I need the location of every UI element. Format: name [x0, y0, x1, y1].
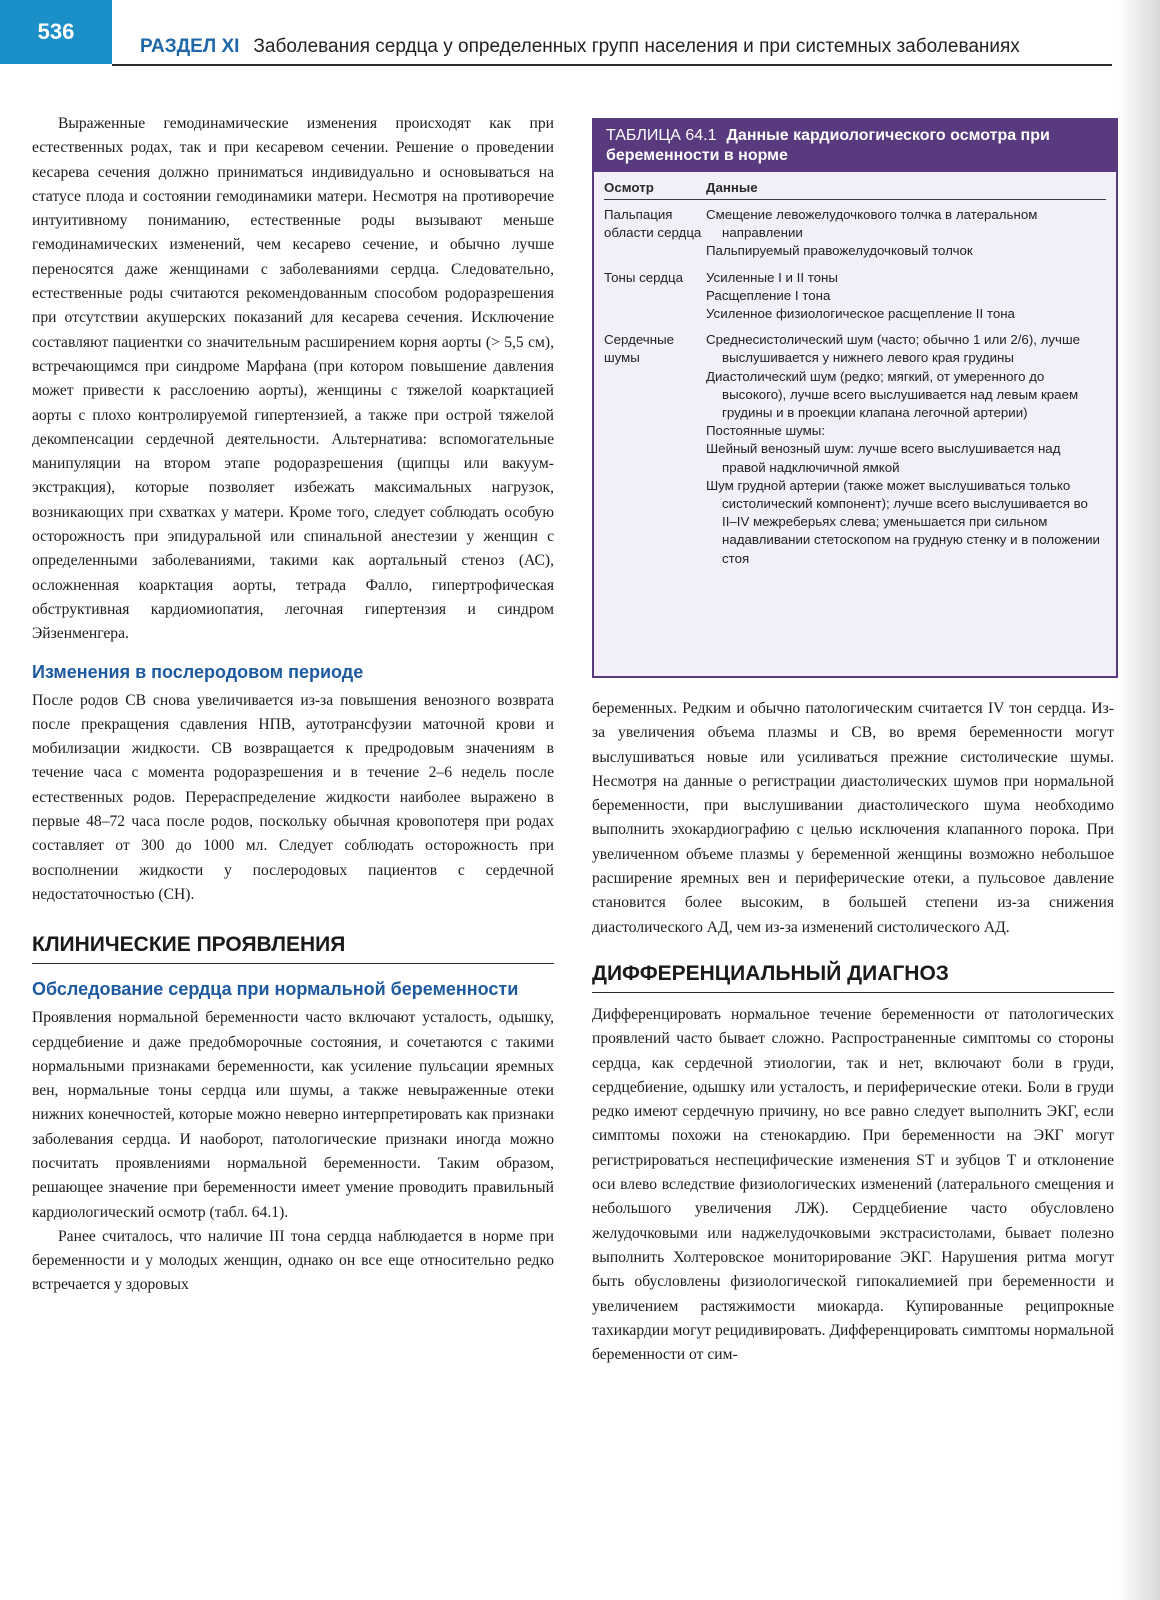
row-item: Постоянные шумы:	[706, 423, 826, 439]
row-item: Расщепление I тона	[706, 287, 831, 303]
row-item: Усиленное физиологическое расщепление II тона	[706, 306, 1015, 322]
subheading-exam: Обследование сердца при нормальной беременности	[32, 979, 519, 1000]
table-row	[594, 325, 1116, 570]
paragraph: Ранее считалось, что наличие III тона сердца наблюдается в норме при беременности и у молодых женщин, однако он все еще относительно редко встречается у здоровых	[32, 1227, 554, 1294]
row-item: Шейный венозный шум: лучше всего выслушивается над правой надключичной ямкой	[706, 441, 1061, 475]
table-row	[594, 200, 1116, 263]
page-edge-shadow	[1118, 0, 1160, 1600]
left-column	[32, 112, 554, 1298]
table-header	[594, 120, 1116, 172]
column-header-exam: Осмотр	[604, 180, 654, 195]
page-number: 536	[0, 0, 112, 64]
row-label: Сердечные шумы	[604, 332, 675, 366]
paragraph: Выраженные гемодинамические изменения происходят как при естественных родах, так и при кесаревом сечении. Решение о проведении кесарева сечения должно приниматься индивидуально и основываться на статусе плода и состоянии гемодинамики матери. Несмотря на противоречие интуитивному пониманию, естественные роды вызывают меньше гемодинамических изменений, чем кесарево сечение, и обычно лучше переносятся даже женщинами с заболеваниями сердца. Следовательно, естественные роды считаются рекомендованным способом родоразрешения при отсутствии акушерских показаний для кесарева сечения. Исключение составляют пациентки со значительным расширением корня аорты (> 5,5 см), встречающимся при синдроме Марфана (при котором повышение давления может привести к расслоению аорты), женщины с тяжелой коарктацией аорты с плохо контролируемой гипертензией, а также при острой тяжелой декомпенсации сердечной деятельности. Альтернатива: вспомогательные манипуляции на втором этапе родоразрешения (щипцы или вакуум-экстракция), которые позволяет избежать максимальных нагрузок, возникающих при схватках у матери. Кроме того, следует соблюдать особую осторожность при эпидуральной или спинальной анестезии у женщин с определенными заболеваниями, такими как аортальный стеноз (АС), осложненная коарктация аорты, тетрада Фалло, гипертрофическая обструктивная кардиомиопатия, легочная гипертензия и синдром Эйзенменгера.	[32, 115, 554, 643]
heading-clinical: КЛИНИЧЕСКИЕ ПРОЯВЛЕНИЯ	[32, 933, 554, 964]
row-item: Среднесистолический шум (часто; обычно 1 или 2/6), лучше выслушивается у нижнего левого края грудины	[706, 332, 1081, 366]
row-item: Усиленные I и II тоны	[706, 269, 838, 285]
right-column	[592, 697, 1114, 1367]
row-item: Смещение левожелудочкового толчка в латеральном направлении	[706, 207, 1038, 241]
paragraph: Проявления нормальной беременности часто включают усталость, одышку, сердцебиение и даже предобморочные состояния, и сочетаются с такими нормальными признаками беременности, как усиление пульсации яремных вен, нормальные тоны сердца или шумы, а также невыраженные отеки нижних конечностей, которые можно неверно интерпретировать как признаки заболевания сердца. И наоборот, патологические признаки иногда можно посчитать проявлениями нормальной беременности. Таким образом, решающее значение при беременности имеет умение проводить правильный кардиологический осмотр (табл. 64.1).	[32, 1009, 554, 1221]
header-rule	[112, 64, 1112, 66]
table-column-headers	[594, 172, 1116, 195]
row-label: Тоны сердца	[604, 269, 683, 285]
row-label: Пальпация области сердца	[604, 207, 702, 241]
row-item: Пальпируемый правожелудочковый толчок	[706, 243, 973, 259]
row-data	[706, 331, 1106, 568]
paragraph: Дифференцировать нормальное течение беременности от патологических проявлений часто бывает сложно. Распространенные симптомы со стороны сердца, как сердечной этиологии, так и нет, включают боли в груди, сердцебиение, одышку или усталость, и периферические отеки. Боли в груди редко имеют сердечную причину, но все равно следует выполнить ЭКГ, если симптомы похожи на стенокардию. При беременности на ЭКГ могут регистрироваться неспецифические изменения ST и зубцов Т и отклонение оси влево вследствие физиологических изменений (латерального смещения и небольшого увеличения ЛЖ). Сердцебиение часто обусловлено желудочковыми или наджелудочковыми экстрасистолами, бывает полезно выполнить Холтеровское мониторирование ЭКГ. Нарушения ритма могут быть обусловлены физиологической гипокалиемией при беременности и увеличением растяжимости миокарда. Купированные реципрокные тахикардии могут рецидивировать. Дифференцировать симптомы нормальной беременности от сим-	[592, 1005, 1115, 1364]
row-item: Диастолический шум (редко; мягкий, от умеренного до высокого), лучше всего выслушивается над левым краем грудины и в проекции клапана легочной артерии)	[706, 368, 1079, 421]
table-title: Данные кардиологического осмотра при беременности в норме	[606, 127, 1050, 164]
heading-differential: ДИФФЕРЕНЦИАЛЬНЫЙ ДИАГНОЗ	[592, 962, 1114, 993]
row-item: Шум грудной артерии (также может выслушиваться только систолический компонент); лучше всего выслушивается во II–IV межреберьях слева; уменьшается при сильном надавливании стетоскопом на грудную стенку и в положении стоя	[706, 477, 1100, 566]
running-head	[140, 36, 1110, 58]
table-row	[594, 263, 1116, 326]
paragraph: беременных. Редким и обычно патологическим считается IV тон сердца. Из-за увеличения объема плазмы и СВ, во время беременности могут выслушиваться новые или усиливаться прежние систолические шумы. Несмотря на данные о регистрации диастолических шумов при нормальной беременности, при выслушивании диастолического шума необходимо выполнить эхокардиографию с целью исключения клапанного порока. При увеличенном объеме плазмы у беременной женщины возможно небольшое расширение яремных вен и периферические отеки, а пульсовое давление становится более высоким, в большей степени из-за снижения диастолического АД, чем из-за изменений систолического АД.	[592, 700, 1114, 936]
column-header-data: Данные	[706, 180, 758, 195]
table-64-1	[592, 118, 1118, 678]
paragraph: После родов СВ снова увеличивается из-за повышения венозного возврата после прекращения сдавления НПВ, аутотрансфузии маточной крови и мобилизации жидкости. СВ возвращается к предродовым значениям в течение часа с момента родоразрешения и в течение 2–6 недель после естественных родов. Перераспределение жидкости наиболее выражено в первые 48–72 часа после родов, поскольку обычная кровопотеря при родах составляет от 300 до 1000 мл. Следует соблюдать осторожность при восполнении жидкости у послеродовых пациентов с сердечной недостаточностью (СН).	[32, 691, 554, 903]
section-title: Заболевания сердца у определенных групп населения и при системных заболеваниях	[253, 36, 1020, 57]
section-label: РАЗДЕЛ XI	[140, 36, 240, 57]
row-data	[706, 269, 1106, 324]
page-header	[0, 0, 1160, 64]
row-data	[706, 206, 1106, 261]
table-number: ТАБЛИЦА 64.1	[606, 127, 717, 144]
subheading-postpartum: Изменения в послеродовом периоде	[32, 661, 364, 682]
